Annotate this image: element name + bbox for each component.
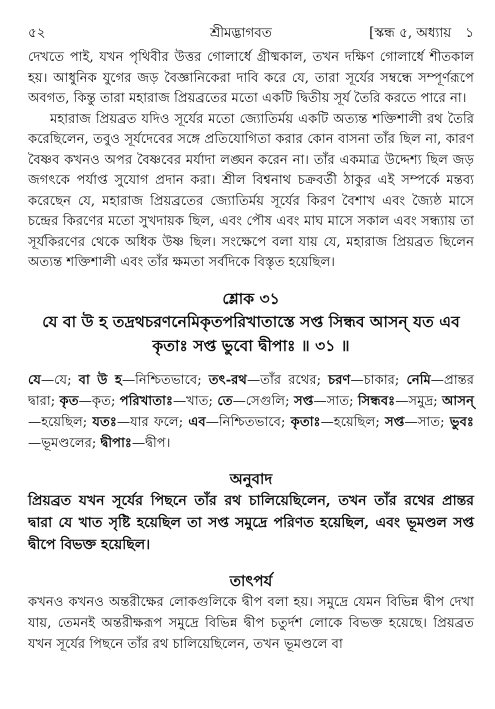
synonym-term: এব xyxy=(188,414,206,430)
synonym-term: চরণ xyxy=(328,372,351,388)
translation-heading: অনুবাদ xyxy=(229,469,273,488)
synonym-term: কৃতাঃ xyxy=(290,414,321,430)
word-for-word-synonyms: যে—যে; বা উ হ—নিশ্চিতভাবে; তৎ-রথ—তাঁর রথের; চরণ—চাকার; নেমি—প্রান্তর দ্বারা; কৃত—কৃত; পরিখাতাঃ—খাত; তে—সেগুলি; সপ্ত—সাত; সিন্ধবঃ—সমুদ্র; আসন্‌—হয়েছিল; যতঃ—যার ফলে; এব—নিশ্চিতভাবে; কৃতাঃ—হয়েছিল; সপ্ত—সাত; ভুবঃ—ভূমণ্ডলের; দ্বীপাঃ—দ্বীপ। xyxy=(28,372,474,451)
sloka-title: শ্লোক ৩১ xyxy=(222,288,280,308)
synonym-meaning: সমুদ্র; xyxy=(408,393,438,409)
synonym-meaning: চাকার; xyxy=(363,372,400,388)
synonym-meaning: যার ফলে; xyxy=(130,414,184,430)
synonym-term: কৃত xyxy=(59,393,79,409)
sloka-verse xyxy=(28,310,474,358)
synonym-meaning: নিশ্চিতভাবে; xyxy=(218,414,286,430)
synonym-meaning: সেগুলি; xyxy=(245,393,290,409)
body-paragraph: দেখতে পাই, যখন পৃথিবীর উত্তর গোলার্ধে গ্রীষ্মকাল, তখন দক্ষিণ গোলার্ধে শীতকাল হয়। আধুনিক যুগের জড় বৈজ্ঞানিকেরা দাবি করে যে, তারা সূর্যের সম্বন্ধে সম্পূর্ণরূপে অবগত, কিন্তু তারা মহারাজ প্রিয়ব্রতের মতো একটি দ্বিতীয় সূর্য তৈরি করতে পারে না। xyxy=(28,50,474,106)
running-header xyxy=(28,22,474,44)
synonym-meaning: নিশ্চিতভাবে; xyxy=(135,372,202,388)
synonym-term: তে xyxy=(217,393,233,409)
body-paragraph: মহারাজ প্রিয়ব্রত যদিও সূর্যের মতো জ্যোতির্ময় একটি অত্যন্ত শক্তিশালী রথ তৈরি করেছিলেন, তবুও সূর্যদেবের সঙ্গে প্রতিযোগিতা করার কোন বাসনা তাঁর ছিল না, কারণ বৈষ্ণব কখনও অপর বৈষ্ণবের মর্যাদা লঙ্ঘন করেন না। তাঁর একমাত্র উদ্দেশ্য ছিল জড় জগৎকে পর্যাপ্ত সুযোগ প্রদান করা। শ্রীল বিশ্বনাথ চক্রবর্তী ঠাকুর এই সম্পর্কে মন্তব্য করেছেন যে, মহারাজ প্রিয়ব্রতের জ্যোতির্ময় সূর্যের কিরণ বৈশাখ এবং জ্যৈষ্ঠ মাসে চন্দ্রের কিরণের মতো সুখদায়ক ছিল, এবং পৌষ এবং মাঘ মাসে সকাল এবং সন্ধ্যায় তা সূর্যকিরণের থেকে অধিক উষ্ণ ছিল। সংক্ষেপে বলা যায় যে, মহারাজ প্রিয়ব্রত ছিলেন অত্যন্ত শক্তিশালী এবং তাঁর ক্ষমতা সর্বদিকে বিস্তৃত হয়েছিল। xyxy=(28,111,474,270)
synonym-term: দ্বীপাঃ xyxy=(100,435,132,451)
synonym-term: তৎ-রথ xyxy=(208,372,247,388)
synonym-meaning: তাঁর রথের; xyxy=(260,372,322,388)
synonym-term: সপ্ত xyxy=(293,393,314,409)
chapter-label: অধ্যায় xyxy=(416,25,452,41)
canto-label: [স্কন্ধ ৫, xyxy=(369,25,413,41)
canto-chapter-reference xyxy=(365,22,474,45)
purport-heading: তাৎপর্য xyxy=(229,571,273,590)
synonym-meaning: হয়েছিল; xyxy=(41,414,88,430)
sloka-line: যে বা উ হ তদ্রথচরণনেমিকৃতপরিখাতাস্তে সপ্ত সিন্ধব আসন্‌ যত এব xyxy=(42,311,460,331)
synonym-term: আসন্‌ xyxy=(442,393,474,409)
synonym-term: পরিখাতাঃ xyxy=(119,393,173,409)
book-title: শ্রীমদ্ভাগবত xyxy=(210,25,272,41)
synonym-term: নেমি xyxy=(406,372,431,388)
synonym-term: যে xyxy=(28,372,41,388)
synonym-meaning: খাত; xyxy=(186,393,213,409)
synonym-term: বা উ হ xyxy=(78,372,122,388)
synonym-meaning: দ্বীপ। xyxy=(145,435,171,451)
translation-text: প্রিয়ব্রত যখন সূর্যের পিছনে তাঁর রথ চালিয়েছিলেন, তখন তাঁর রথের প্রান্তর দ্বারা যে খাত সৃষ্টি হয়েছিল তা সপ্ত সমুদ্রে পরিণত হয়েছিল, এবং ভূমণ্ডল সপ্ত দ্বীপে বিভক্ত হয়েছিল। xyxy=(28,492,474,553)
synonym-meaning: সাত; xyxy=(417,414,445,430)
chapter-number: ১ xyxy=(465,25,474,41)
synonym-meaning: ভূমণ্ডলের; xyxy=(41,435,97,451)
page-number: ৫২ xyxy=(28,25,46,41)
synonym-term: সপ্ত xyxy=(384,414,405,430)
book-page xyxy=(28,22,474,655)
synonym-term: ভুবঃ xyxy=(449,414,474,430)
synonym-term: সিন্ধবঃ xyxy=(357,393,396,409)
synonym-term: যতঃ xyxy=(92,414,117,430)
synonym-meaning: প্রান্তর দ্বারা; xyxy=(28,372,474,409)
synonym-meaning: হয়েছিল; xyxy=(333,414,380,430)
purport-text: কখনও কখনও অন্তরীক্ষের লোকগুলিকে দ্বীপ বলা হয়। সমুদ্রে যেমন বিভিন্ন দ্বীপ দেখা যায়, তেমনই অন্তরীক্ষরূপ সমুদ্রে বিভিন্ন দ্বীপ চতুর্দশ লোকে বিভক্ত হয়েছে। প্রিয়ব্রত যখন সূর্যের পিছনে তাঁর রথ চালিয়েছিলেন, তখন ভূমণ্ডলে বা xyxy=(28,594,474,652)
synonym-meaning: কৃত; xyxy=(91,393,116,409)
sloka-line: কৃতাঃ সপ্ত ভুবো দ্বীপাঃ ॥ ৩১ ॥ xyxy=(152,335,350,355)
synonym-meaning: যে; xyxy=(54,372,72,388)
synonym-meaning: সাত; xyxy=(326,393,354,409)
